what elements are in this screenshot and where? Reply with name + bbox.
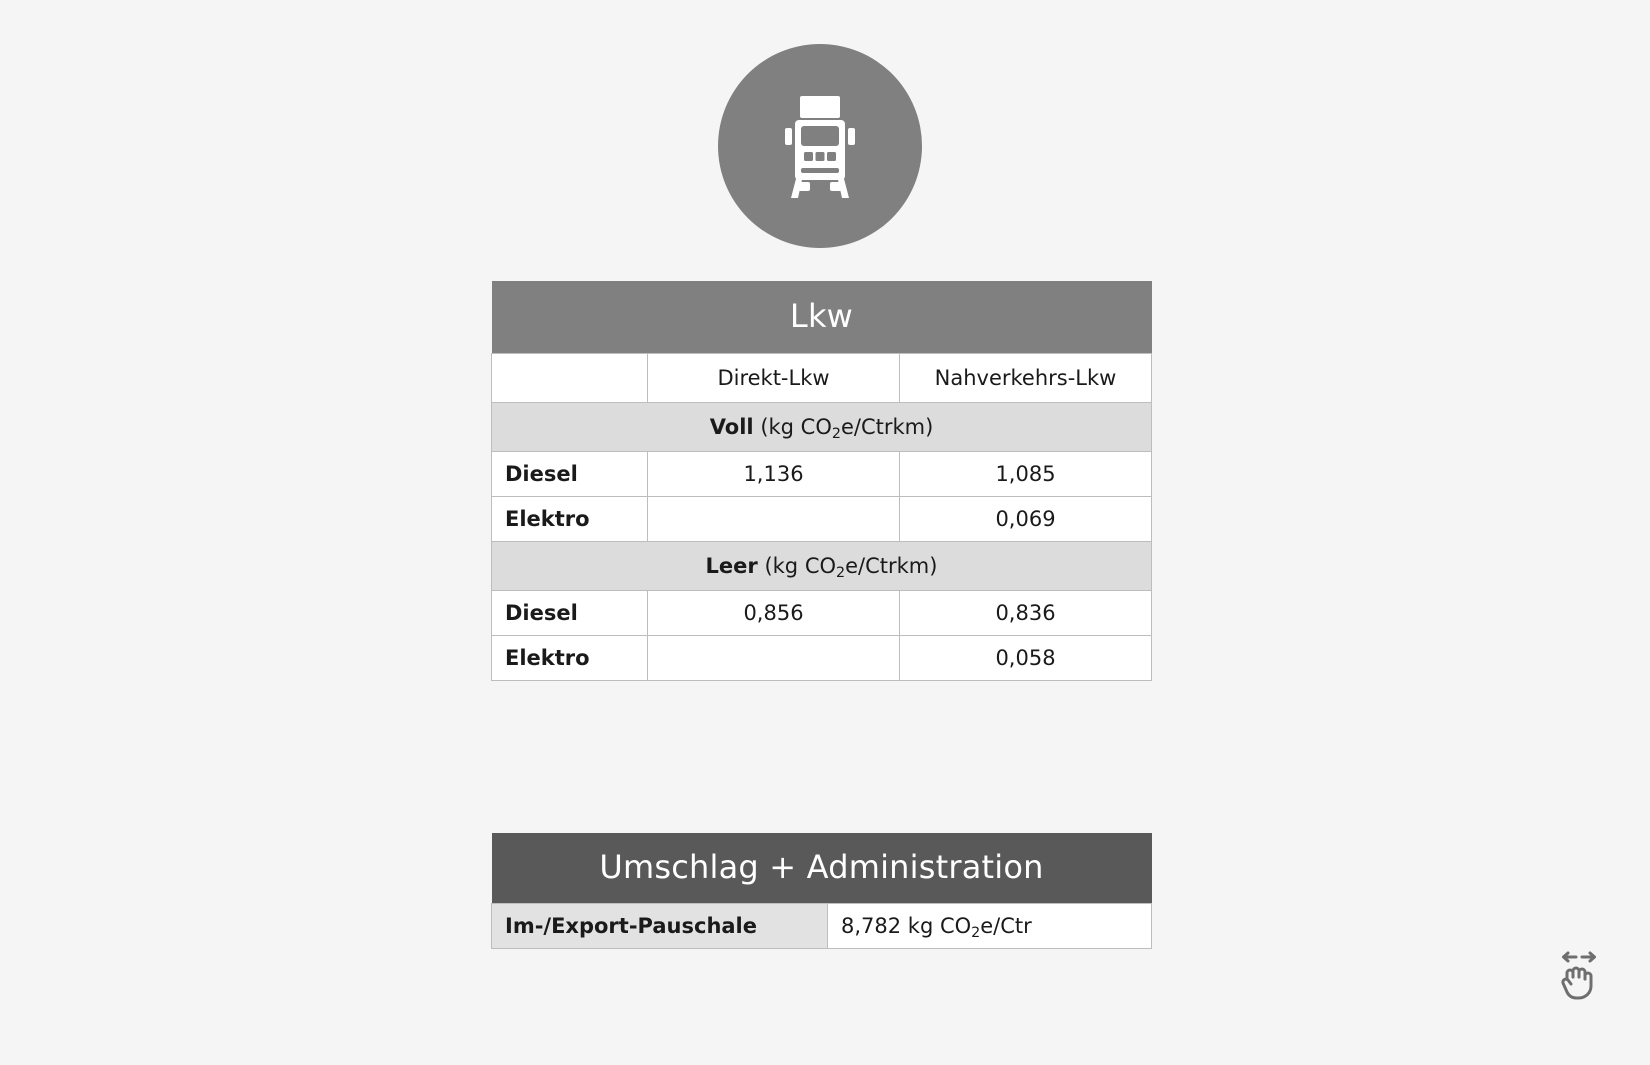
column-header-direkt-lkw: Direkt-Lkw [648,354,900,403]
section-label-voll-unit-post: e/Ctrkm) [840,415,934,439]
table-row [492,591,1152,636]
table-row [492,904,1152,949]
section-header-leer [492,542,1152,591]
admin-table-title: Umschlag + Administration [492,833,1152,904]
value-voll-elektro-nahverkehr: 0,069 [900,497,1152,542]
value-voll-elektro-direkt [648,497,900,542]
section-label-voll-unit-pre: (kg CO [753,415,832,439]
section-label-leer-unit-post: e/Ctrkm) [845,554,938,578]
table-column-header-row [492,354,1152,403]
swipe-hand-icon[interactable] [1548,945,1610,1007]
truck-icon [718,44,922,248]
table-row [492,497,1152,542]
table-row [492,636,1152,681]
admin-table [491,833,1151,949]
section-label-leer-sub: 2 [836,564,846,581]
row-label-voll-elektro: Elektro [492,497,648,542]
value-leer-elektro-nahverkehr: 0,058 [900,636,1152,681]
truck-icon-container [718,44,922,248]
truck-table-title: Lkw [492,281,1152,354]
row-label-leer-elektro: Elektro [492,636,648,681]
row-label-leer-diesel: Diesel [492,591,648,636]
section-label-voll [492,403,1152,452]
value-voll-diesel-direkt: 1,136 [648,452,900,497]
column-header-blank [492,354,648,403]
section-label-voll-sub: 2 [831,425,841,442]
section-label-leer-bold: Leer [705,554,758,578]
value-leer-elektro-direkt [648,636,900,681]
section-label-voll-bold: Voll [709,415,754,439]
section-label-leer [492,542,1152,591]
admin-table-title-row [492,833,1152,904]
pauschale-value-post: e/Ctr [980,914,1032,938]
table-row [492,452,1152,497]
row-label-voll-diesel: Diesel [492,452,648,497]
value-leer-diesel-nahverkehr: 0,836 [900,591,1152,636]
section-header-voll [492,403,1152,452]
section-label-leer-unit-pre: (kg CO [757,554,837,578]
pauschale-value-pre: 8,782 kg CO [841,914,972,938]
value-import-export-pauschale [828,904,1152,949]
pauschale-value-sub: 2 [971,924,981,941]
table-title-row [492,281,1152,354]
truck-emission-table [491,281,1151,681]
value-leer-diesel-direkt: 0,856 [648,591,900,636]
column-header-nahverkehrs-lkw: Nahverkehrs-Lkw [900,354,1152,403]
row-label-import-export-pauschale: Im-/Export-Pauschale [492,904,828,949]
value-voll-diesel-nahverkehr: 1,085 [900,452,1152,497]
